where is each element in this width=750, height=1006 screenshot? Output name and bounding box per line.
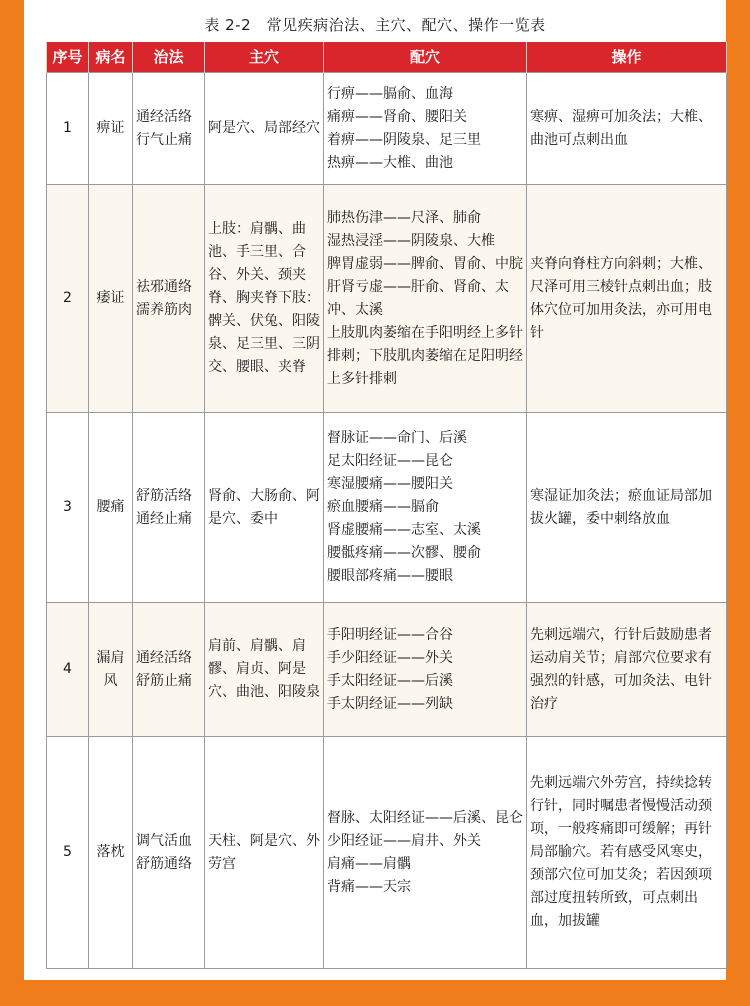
- assist-point-line: 手太阳经证——后溪: [327, 672, 453, 689]
- assist-point-line: 手阳明经证——合谷: [327, 626, 453, 643]
- assist-point-line: 少阳经证——肩井、外关: [327, 832, 481, 849]
- header-no: 序号: [47, 42, 89, 73]
- page-sheet: [24, 0, 726, 980]
- left-orange-border: [0, 0, 24, 1006]
- assist-points: [324, 603, 527, 737]
- assist-points: [324, 73, 527, 185]
- operation: 夹脊向脊柱方向斜刺；大椎、尺泽可用三棱针点刺出血；肢体穴位可加用灸法，亦可用电针: [527, 185, 727, 413]
- assist-point-line: 脾胃虚弱——脾俞、胃俞、中脘: [327, 255, 523, 272]
- disease-name: 落枕: [89, 737, 133, 969]
- header-assist-points: 配穴: [324, 42, 527, 73]
- assist-point-line: 肝肾亏虚——肝俞、肾俞、太冲、太溪: [327, 278, 509, 318]
- row-number: 2: [47, 185, 89, 413]
- assist-point-line: 腰骶疼痛——次髎、腰俞: [327, 545, 481, 561]
- treatment-method: 舒筋活络通经止痛: [133, 413, 205, 603]
- assist-point-line: 肺热伤津——尺泽、肺俞: [327, 209, 481, 226]
- assist-point-line: 肩痛——肩髃: [327, 855, 411, 872]
- row-number: 1: [47, 73, 89, 185]
- treatment-method: 祛邪通络濡养筋肉: [133, 185, 205, 413]
- assist-point-line: 背痛——天宗: [327, 878, 411, 895]
- assist-point-line: 行痹——膈俞、血海: [327, 85, 453, 102]
- assist-point-line: 瘀血腰痛——膈俞: [327, 499, 439, 515]
- treatment-method: 通经活络行气止痛: [133, 73, 205, 185]
- assist-point-line: 痛痹——肾俞、腰阳关: [327, 108, 467, 125]
- table-row: [47, 737, 727, 969]
- header-main-points: 主穴: [205, 42, 324, 73]
- assist-point-line: 督脉、太阳经证——后溪、昆仑: [327, 809, 523, 826]
- right-orange-border: [726, 0, 750, 1006]
- row-number: 4: [47, 603, 89, 737]
- assist-point-line: 上肢肌肉萎缩在手阳明经上多针排刺；下肢肌肉萎缩在足阳明经上多针排刺: [327, 324, 523, 387]
- table-caption: 表 2-2 常见疾病治法、主穴、配穴、操作一览表: [204, 16, 546, 34]
- table-row: [47, 413, 727, 603]
- disease-name: 痹证: [89, 73, 133, 185]
- operation: 先刺远端穴外劳宫，持续捻转行针，同时嘱患者慢慢活动颈项，一般疼痛即可缓解；再针局部腧穴。若有感受风寒史，颈部穴位可加艾灸；若因颈项部过度扭转所致，可点刺出血，加拔罐: [527, 737, 727, 969]
- assist-point-line: 督脉证——命门、后溪: [327, 430, 467, 446]
- main-points: 阿是穴、局部经穴: [205, 73, 324, 185]
- operation: 寒湿证加灸法；瘀血证局部加拔火罐，委中刺络放血: [527, 413, 727, 603]
- assist-point-line: 手少阳经证——外关: [327, 649, 453, 666]
- header-name: 病名: [89, 42, 133, 73]
- assist-points: [324, 413, 527, 603]
- treatment-method: 调气活血舒筋通络: [133, 737, 205, 969]
- operation: 先刺远端穴，行针后鼓励患者运动肩关节；肩部穴位要求有强烈的针感，可加灸法、电针治疗: [527, 603, 727, 737]
- main-points: 肾俞、大肠俞、阿是穴、委中: [205, 413, 324, 603]
- assist-point-line: 湿热浸淫——阴陵泉、大椎: [327, 232, 495, 249]
- row-number: 5: [47, 737, 89, 969]
- header-row: [47, 42, 727, 73]
- table-row: [47, 185, 727, 413]
- assist-point-line: 腰眼部疼痛——腰眼: [327, 568, 453, 584]
- main-points: 肩前、肩髃、肩髎、肩贞、阿是穴、曲池、阳陵泉: [205, 603, 324, 737]
- assist-points: [324, 737, 527, 969]
- assist-point-line: 肾虚腰痛——志室、太溪: [327, 522, 481, 538]
- disease-name: 漏肩风: [89, 603, 133, 737]
- assist-points: [324, 185, 527, 413]
- operation: 寒痹、湿痹可加灸法；大椎、曲池可点刺出血: [527, 73, 727, 185]
- treatment-method: 通经活络舒筋止痛: [133, 603, 205, 737]
- table-row: [47, 603, 727, 737]
- disease-name: 腰痛: [89, 413, 133, 603]
- main-points: 天柱、阿是穴、外劳宫: [205, 737, 324, 969]
- assist-point-line: 足太阳经证——昆仑: [327, 453, 453, 469]
- assist-point-line: 着痹——阴陵泉、足三里: [327, 131, 481, 148]
- acupuncture-table: [46, 42, 727, 969]
- assist-point-line: 热痹——大椎、曲池: [327, 154, 453, 171]
- assist-point-line: 寒湿腰痛——腰阳关: [327, 476, 453, 492]
- disease-name: 痿证: [89, 185, 133, 413]
- header-operation: 操作: [527, 42, 727, 73]
- assist-point-line: 手太阴经证——列缺: [327, 695, 453, 712]
- row-number: 3: [47, 413, 89, 603]
- main-points: 上肢：肩髃、曲池、手三里、合谷、外关、颈夹脊、胸夹脊下肢：髀关、伏兔、阳陵泉、足三里、三阴交、腰眼、夹脊: [205, 185, 324, 413]
- bottom-orange-border: [0, 980, 750, 1006]
- table-row: [47, 73, 727, 185]
- header-method: 治法: [133, 42, 205, 73]
